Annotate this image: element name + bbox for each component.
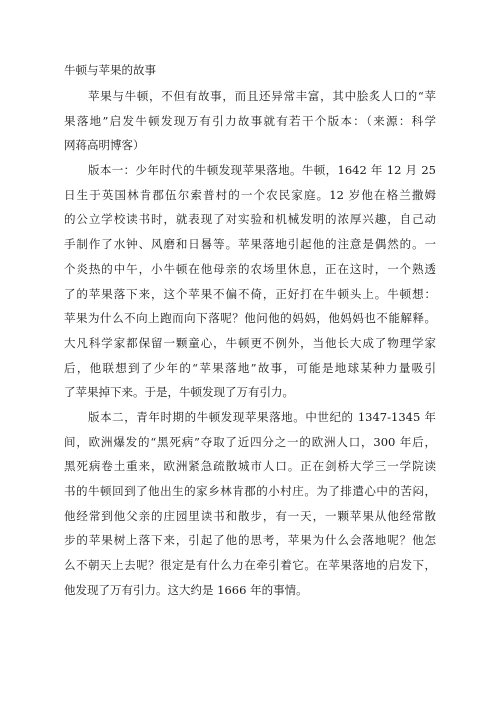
text-line: 黑死病卷土重来，欧洲紧急疏散城市人口。正在剑桥大学三一学院读	[64, 459, 436, 474]
text-line: 果落地”启发牛顿发现万有引力故事就有若干个版本：（来源：科学	[64, 113, 436, 128]
text-line: 步的苹果树上落下来，引起了他的思考，苹果为什么会落地呢？他怎	[64, 533, 436, 548]
text-line: 手制作了水钟、风磨和日晷等。苹果落地引起他的注意是偶然的。一	[64, 237, 436, 252]
paragraph-intro	[64, 84, 436, 158]
text-line: 他经常到他父亲的庄园里读书和散步，有一天，一颗苹果从他经常散	[64, 508, 436, 523]
paragraph-version-two	[64, 405, 436, 603]
text-line: 日生于英国林肯郡伍尔索普村的一个农民家庭。12 岁他在格兰撒姆	[64, 187, 436, 202]
text-line: 了苹果掉下来。于是，牛顿发现了万有引力。	[64, 385, 294, 400]
text-line: 苹果与牛顿，不但有故事，而且还异常丰富，其中脍炙人口的“苹	[88, 89, 436, 103]
document-title: 牛顿与苹果的故事	[64, 63, 156, 77]
text-line: 版本二，青年时期的牛顿发现苹果落地。中世纪的 1347-1345 年	[88, 409, 436, 424]
text-line: 版本一：少年时代的牛顿发现苹果落地。牛顿，1642 年 12 月 25	[88, 163, 436, 178]
text-line: 的公立学校读书时，就表现了对实验和机械发明的浓厚兴趣，自己动	[64, 212, 436, 227]
text-line: 了的苹果落下来，这个苹果不偏不倚，正好打在牛顿头上。牛顿想：	[64, 286, 436, 301]
text-line: 他发现了万有引力。这大约是 1666 年的事情。	[64, 582, 308, 597]
text-line: 么不朝天上去呢？很定是有什么力在牵引着它。在苹果落地的启发下，	[64, 558, 436, 573]
text-line: 网蒋高明博客）	[64, 138, 145, 153]
text-line: 书的牛顿回到了他出生的家乡林肯郡的小村庄。为了排遣心中的苦闷，	[64, 484, 436, 498]
paragraph-version-one	[64, 158, 436, 405]
text-line: 间，欧洲爆发的“黑死病”夺取了近四分之一的欧洲人口，300 年后，	[64, 434, 436, 449]
text-line: 个炎热的中午，小牛顿在他母亲的农场里休息，正在这时，一个熟透	[64, 261, 436, 276]
text-line: 后，他联想到了少年的“苹果落地”故事，可能是地球某种力量吸引	[64, 360, 436, 375]
document-page	[64, 58, 436, 602]
text-line: 苹果为什么不向上跑而向下落呢？他问他的妈妈，他妈妈也不能解释。	[64, 311, 436, 326]
text-line: 大凡科学家都保留一颗童心，牛顿更不例外，当他长大成了物理学家	[64, 335, 436, 350]
